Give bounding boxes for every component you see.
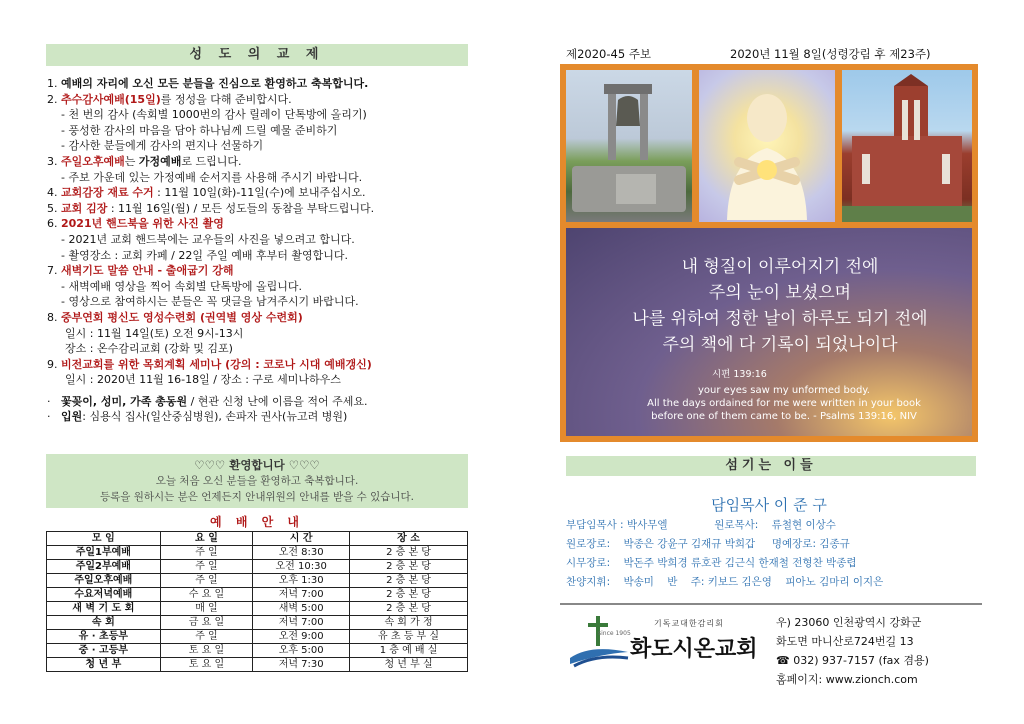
praying-figure-illustration [699,70,835,222]
column-header: 장 소 [350,532,468,546]
table-cell: 주일2부예배 [47,560,161,574]
notice-item [47,201,472,217]
denomination-label: 기독교대한감리회 [654,619,724,628]
table-cell: 새벽 5:00 [253,602,350,616]
church-emblem-icon [570,614,630,670]
section-header-servers: 섬기는 이들 [566,456,976,476]
verse-korean [600,254,960,358]
address-line: 우) 23060 인천광역시 강화군 [776,616,922,629]
notice-item [47,357,472,373]
table-row [47,602,468,616]
notice-item: - 주보 가운데 있는 가정예배 순서지를 사용해 주시기 바랍니다. [61,170,363,184]
notice-text: 추수감사예배(15일) [61,92,161,106]
notice-item: - 천 번의 감사 (속회별 1000번의 감사 릴레이 단톡방에 올리기) [61,108,367,122]
photo-frame [560,64,978,442]
notice-text: 는 [124,154,139,168]
table-cell: 오전 9:00 [253,630,350,644]
table-cell: 유 초 등 부 실 [350,630,468,644]
verse-line: All the days ordained for me were written in your book [647,398,921,409]
notice-text: 중부연회 평신도 영성수련회 (권역별 영상 수련회) [61,310,303,324]
table-cell: 저녁 7:00 [253,588,350,602]
verse-line: before one of them came to be. - Psalms 139:16, NIV [651,411,917,422]
notice-number: 7. [47,264,58,278]
table-cell: 저녁 7:00 [253,616,350,630]
notice-text: 가정예배 [138,154,182,168]
table-row [47,630,468,644]
notice-number: 2. [47,92,58,106]
staff-line: 원로장로: 박종은 강윤구 김재규 박희갑 명예장로: 김종규 [566,538,850,550]
staff-line: 시무장로: 박돈주 박희경 류호관 김근식 한재철 전형찬 박종렵 [566,557,857,569]
table-cell: 주 일 [160,546,253,560]
church-logo [570,614,770,670]
address-line: 화도면 마니산로724번길 13 [776,635,914,648]
table-cell: 오전 8:30 [253,546,350,560]
notice-text: 예배의 자리에 오신 모든 분들을 진심으로 환영하고 축복합니다. [61,77,369,90]
notice-item [47,409,472,425]
notice-number: · [47,410,51,424]
table-row [47,644,468,658]
table-row [47,546,468,560]
notice-number: 9. [47,357,58,371]
notice-text: 를 정성을 다해 준비합시다. [160,92,292,106]
notice-number: 3. [47,154,58,168]
notice-text: : 심용식 집사(일산중심병원), 손파자 권사(뉴고려 병원) [82,410,348,424]
notice-item: 일시 : 11월 14일(토) 오전 9시-13시 [65,326,244,340]
notice-number: 1. [47,77,58,90]
table-row [47,616,468,630]
verse-line: 주의 책에 다 기록이 되었나이다 [662,335,898,355]
table-cell: 2 층 본 당 [350,546,468,560]
verse-reference: 시편 139:16 [712,369,767,380]
senior-pastor: 담임목사 이 준 구 [711,496,827,514]
notice-text: 새벽기도 말씀 안내 - 출애굽기 강해 [61,264,234,278]
notice-number: · [47,394,51,408]
table-cell: 2 층 본 당 [350,588,468,602]
notice-item: 장소 : 온수감리교회 (강화 및 김포) [65,342,233,356]
table-cell: 저녁 7:30 [253,658,350,672]
table-row [47,574,468,588]
column-header: 시 간 [253,532,350,546]
table-cell: 새 벽 기 도 회 [47,602,161,616]
table-cell: 청 년 부 [47,658,161,672]
notice-text: : 11월 16일(월) / 모든 성도들의 동참을 부탁드립니다. [107,201,375,215]
table-cell: 유 · 초등부 [47,630,161,644]
table-cell: 오전 10:30 [253,560,350,574]
notice-item: - 2021년 교회 핸드북에는 교우들의 사진을 넣으려고 합니다. [61,232,355,246]
table-cell: 2 층 본 당 [350,560,468,574]
notice-text: 꽃꽂이, 성미, 가족 총동원 [61,394,188,408]
table-cell: 중 · 고등부 [47,644,161,658]
schedule-title: 예 배 안 내 [210,515,304,529]
notice-item [47,154,472,170]
staff-line: 찬양지휘: 박송미 반 주: 키보드 김은영 피아노 김마리 이지은 [566,576,884,588]
table-cell: 오후 5:00 [253,644,350,658]
notice-text: 입원 [61,410,83,424]
worship-schedule-table [46,531,468,672]
church-building-photo [842,70,972,222]
church-address [776,613,929,689]
welcome-box [46,454,468,508]
table-cell: 주일오후예배 [47,574,161,588]
notice-item [47,216,472,232]
notice-text: 교회 김장 [61,201,108,215]
notice-number: 8. [47,310,58,324]
notice-item [47,394,472,410]
table-cell: 속 회 [47,616,161,630]
table-row [47,588,468,602]
homepage-line: 홈페이지: www.zionch.com [776,673,918,686]
verse-english [614,384,954,423]
notice-item [47,263,472,279]
notice-text: 교회감장 재료 수거 [61,186,154,200]
table-cell: 청 년 부 실 [350,658,468,672]
notice-item [47,185,472,201]
notice-text: / 현관 신청 난에 이름을 적어 주세요. [187,394,368,408]
welcome-line: 오늘 처음 오신 분들을 환영하고 축복합니다. [155,475,359,487]
verse-line: 나를 위하여 정한 날이 하루도 되기 전에 [632,309,928,329]
issue-number: 제2020-45 주보 [566,47,652,61]
notice-number: 5. [47,201,58,215]
notice-text: : 11월 10일(화)-11일(수)에 보내주십시오. [153,186,366,200]
notice-item: - 풍성한 감사의 마음을 담아 하나님께 드릴 예물 준비하기 [61,123,338,137]
table-cell: 토 요 일 [160,658,253,672]
notice-item: - 촬영장소 : 교회 카페 / 22일 주일 예배 후부터 촬영합니다. [61,248,348,262]
column-header: 요 일 [160,532,253,546]
staff-line: 부담임목사 : 박사무엘 원로목사: 류철현 이상수 [566,519,836,531]
table-cell: 주 일 [160,630,253,644]
table-cell: 2 층 본 당 [350,574,468,588]
table-cell: 오후 1:30 [253,574,350,588]
table-cell: 수 요 일 [160,588,253,602]
section-header-fellowship: 성 도 의 교 제 [46,44,468,66]
notice-item: - 영상으로 참여하시는 분들은 꼭 댓글을 남겨주시기 바랍니다. [61,295,359,309]
verse-line: 주의 눈이 보셨으며 [708,283,852,303]
bell-tower-photo [566,70,692,222]
table-cell: 주 일 [160,574,253,588]
scripture-image [566,228,972,436]
notice-item [47,76,472,92]
table-row [47,560,468,574]
table-cell: 주일1부예배 [47,546,161,560]
notice-list [47,76,472,425]
staff-list [566,516,883,592]
notice-number: 4. [47,186,58,200]
notice-item [47,92,472,108]
notice-item: 일시 : 2020년 11월 16-18일 / 장소 : 구로 세미나하우스 [65,373,341,387]
phone-line: ☎ 032) 937-7157 (fax 겸용) [776,654,929,667]
notice-text: 2021년 핸드북을 위한 사진 촬영 [61,217,224,231]
table-header-row [47,532,468,546]
table-cell: 주 일 [160,560,253,574]
notice-text: 주일오후예배 [61,154,125,168]
column-header: 모 임 [47,532,161,546]
table-cell: 2 층 본 당 [350,602,468,616]
notice-item: - 새벽예배 영상을 찍어 속회별 단톡방에 올립니다. [61,279,302,293]
notice-number: 6. [47,217,58,231]
table-cell: 속 회 가 정 [350,616,468,630]
table-cell: 금 요 일 [160,616,253,630]
welcome-title: ♡♡♡ 환영합니다 ♡♡♡ [194,458,320,472]
table-cell: 매 일 [160,602,253,616]
table-cell: 토 요 일 [160,644,253,658]
notice-item [47,310,472,326]
bulletin-date: 2020년 11월 8일(성령강림 후 제23주) [730,47,931,61]
welcome-line: 등록을 원하시는 분은 언제든지 안내위원의 안내를 받을 수 있습니다. [99,491,415,503]
verse-line: 내 형질이 이루어지기 전에 [681,257,879,277]
notice-text: 비전교회를 위한 목회계획 세미나 (강의 : 코로나 시대 예배갱신) [61,357,372,371]
notice-item: - 감사한 분들에게 감사의 편지나 선물하기 [61,139,264,153]
divider [560,603,982,605]
since-label: since 1905 [598,630,631,637]
table-row [47,658,468,672]
notice-text: 로 드립니다. [181,154,242,168]
table-cell: 1 층 예 배 실 [350,644,468,658]
table-cell: 수요저녁예배 [47,588,161,602]
verse-line: your eyes saw my unformed body. [698,385,870,396]
church-name: 화도시온교회 [630,637,758,662]
